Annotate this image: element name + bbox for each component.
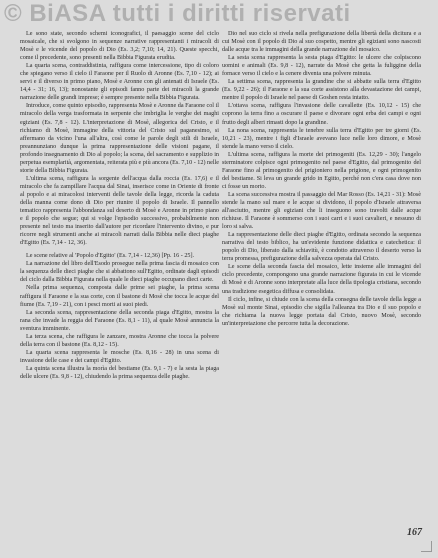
paragraph: La quinta scena illustra la morìa del bestiame (Es. 9,1 - 7) e la sesta la piaga delle ulcere (Es. 9,8 - 12), chiudendo la prima sequenza delle piaghe. xyxy=(20,365,219,380)
crop-mark xyxy=(421,541,432,552)
section-heading: Le scene relative al 'Popolo d'Egitto' (Es. 7,14 - 12,36) [Pp. 16 - 25]. xyxy=(26,253,195,260)
paragraph: Le scene della seconda fascia del mosaico, lette insieme alle immagini del ciclo precedente, compongono una grande narrazione figurata in cui le vicende di Mosè e di Aronne sono interpretate alla luce della tipologia cristiana, secondo una tradizione esegetica diffusa e consolidata. xyxy=(222,264,421,295)
paragraph: Introduce, come quinto episodio, rappresenta Mosè e Aronne da Faraone col il miracolo della verga trasformata in serpente che imbriglia le verghe dei maghi egiziani (Es. 7,8 - 12). L'interpretazione di Mosè, allegorica del Cristo, e il richiamo di Mosè, immagine della vittoria del Cristo sul paganesimo, si affermano da vicino l'una all'altra, così come le parole degli stili di Israele, preannunziano dunque la prima rappresentazione delle visioni pagane, il profondo insegnamento di Dio al popolo; la scena, del sacramento e supplizio in perpetua esemplarità, argomentata, reiterata più e più ancora (Es. 7,10 - 12) nelle storie della Bibbia Figurata. xyxy=(20,103,219,174)
paragraph: La settima scena, rappresenta la grandine che si abbatte sulla terra d'Egitto (Es. 9,22 - 26); il Faraone e la sua corte assistono alla devastazione dei campi, mentre il popolo di Israele nel paese di Goshen resta intatto. xyxy=(222,79,421,102)
paragraph: L'ultima scena, raffigura la sorgente dell'acqua dalla roccia (Es. 17,6) e il miracolo che fa zampillare l'acqua dal Sinai, inserisce come in Oriente di fronte al popolo e ai miracolosi interventi delle tavole della legge, ricorda la caduta della manna come dono di Dio per riunire il popolo di Israele. Il pannello tematico rappresenta l'abbondanza sul deserto di Mosè e Aronne in primo piano e il popolo che segue; qui si volge l'episodio successivo, probabilmente non presente nel testo ma inserito dall'autore per ricordare l'intervento divino, e pur ricorre negli strumenti anche ai miracoli narrati dalla Bibbia nelle dieci piaghe d'Egitto (Es. 7,14 - 12, 36). xyxy=(20,175,219,247)
watermark-text: © BiASA tutti i diritti riservati xyxy=(4,0,351,27)
page-number: 167 xyxy=(407,527,422,538)
left-text-column xyxy=(20,30,219,530)
paragraph: Nella prima sequenza, composta dalle prime sei piaghe, la prima scena raffigura il Faraone e la sua corte, con il bastone di Mosè che tocca le acque del fiume (Es. 7,19 - 21), con i pesci morti ai suoi piedi. xyxy=(20,285,219,308)
paragraph: Dio nel suo ciclo si rivela nella prefigurazione della libertà della dicitura e a cui Mosè con il popolo di Dio al suo cospetto, mentre gli egiziani sono nascosti dalle acque tra le immagini della grande narrazione del mosaico. xyxy=(222,31,421,54)
paragraph: L'ultima scena, raffigura la morte dei primogeniti (Es. 12,29 - 30); l'angelo sterminatore colpisce ogni primogenito nel paese d'Egitto, dal primogenito del Faraone fino al primogenito del prigioniero nella prigione, e ogni primogenito del bestiame. Si leva un grande grido in Egitto, perché non c'era casa dove non ci fosse un morto. xyxy=(222,151,421,190)
paragraph: La narrazione del libro dell'Esodo prosegue nella prima fascia di mosaico con la sequenza delle dieci piaghe che si abbattono sull'Egitto, ordinate dagli episodi del ciclo dalla Bibbia Figurata nella quale le dieci piaghe occupano dieci carte. xyxy=(20,261,219,284)
paragraph: La scena successiva mostra il passaggio del Mar Rosso (Es. 14,21 - 31): Mosè stende la mano sul mare e le acque si dividono, il popolo d'Israele attraversa all'asciutto, mentre gli egiziani che li inseguono sono travolti dalle acque richiuse. Il Faraone è sommerso con i suoi carri e i suoi cavalieri, e nessuno di loro si salva. xyxy=(222,191,421,231)
paragraph: La quarta scena rappresenta le mosche (Es. 8,16 - 28) in una scena di invasione delle case e dei campi d'Egitto. xyxy=(20,349,219,364)
paragraph: Le sono state, secondo schemi iconografici, il paesaggio scene del ciclo mosaicale, che si svolgono in sequenze narrative rappresentanti i miracoli di Mosè e le vicende del popolo di Dio (Es. 3,2; 7,10; 14, 21). Queste specchi, come il precedente, sono presenti nella Bibbia Figurata erudita. xyxy=(20,31,219,62)
paragraph: La rappresentazione delle dieci piaghe d'Egitto, ordinata secondo la sequenza narrativa del testo biblico, ha un'evidente funzione didattica e catechetica: il popolo di Dio, liberato dalla schiavitù, è condotto attraverso il deserto verso la terra promessa, prefigurazione della salvezza operata dal Cristo. xyxy=(222,232,421,263)
right-text-column xyxy=(222,30,421,535)
paragraph: L'ottava scena, raffigura l'invasione delle cavallette (Es. 10,12 - 15) che coprono la terra fino a oscurare il paese e divorare ogni erba dei campi e ogni frutto degli alberi rimasti dopo la grandine. xyxy=(222,103,421,126)
paragraph: La sesta scena rappresenta la sesta piaga d'Egitto: le ulcere che colpiscono uomini e animali (Es. 9,8 - 12), narrate da Mosè che getta la fuliggine della fornace verso il cielo e la cenere diventa una polvere minuta. xyxy=(222,55,421,78)
paragraph: La nona scena, rappresenta le tenebre sulla terra d'Egitto per tre giorni (Es. 10,21 - 23), mentre i figli d'Israele avevano luce nelle loro dimore, e Mosè stende la mano verso il cielo. xyxy=(222,127,421,150)
paragraph: La terza scena, che raffigura le zanzare, mostra Aronne che tocca la polvere della terra con il bastone (Es. 8,12 - 15). xyxy=(20,333,219,348)
paragraph: Il ciclo, infine, si chiude con la scena della consegna delle tavole della legge a Mosè sul monte Sinai, episodio che sigilla l'alleanza tra Dio e il suo popolo e che richiama la nuova legge portata dal Cristo, nuovo Mosè, secondo un'interpretazione che percorre tutta la decorazione. xyxy=(222,296,421,327)
paragraph: La quarta scena, contraddistinta, raffigura come intercessione, tipo di coloro che spiegano verso il cielo il Faraone per il Ruolo di Aronne (Es. 7,10 - 12); ai servi e il diverso in primo piano, Mosè e Aronne con gli antenati di Israele (Es. 14,4 - 31; 16, 13); nonostante gli episodi fanno parte dei miracoli la grande narrazione delle grandi imprese; è sempre presente nella Bibbia Figurata. xyxy=(20,63,219,102)
paragraph: La seconda scena, rappresentazione della seconda piaga d'Egitto, mostra la rana che invade la reggia del Faraone (Es. 8,1 - 11), al quale Mosè annuncia la sventura imminente. xyxy=(20,309,219,332)
